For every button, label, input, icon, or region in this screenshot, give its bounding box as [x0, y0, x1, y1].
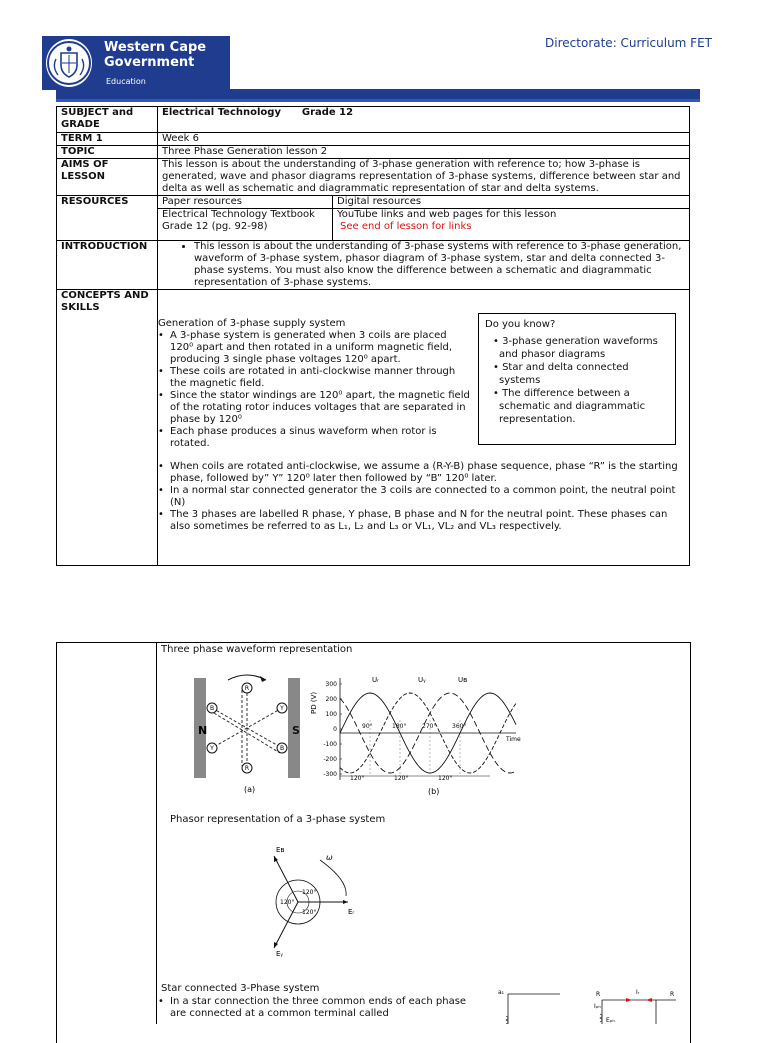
logo-text-line3: Education — [106, 77, 146, 86]
waveform-heading: Three phase waveform representation — [161, 644, 353, 655]
subject-label: SUBJECT and GRADE — [57, 107, 158, 133]
concepts-heading: Generation of 3-phase supply system — [158, 318, 346, 329]
phasor-angle: 120° — [302, 909, 317, 916]
do-you-know-item: • 3-phase generation waveforms and phasor diagrams — [493, 336, 658, 360]
eb-label: Eʙ — [276, 846, 285, 854]
angle-label: 270° — [422, 723, 437, 730]
paper-resources-heading: Paper resources — [158, 196, 333, 209]
term-label: TERM 1 — [57, 133, 158, 146]
phasor-angle: 120° — [302, 889, 317, 896]
y-tick-label: -300 — [323, 771, 337, 778]
star-iph-label: Iₚₕ — [594, 1003, 601, 1010]
phasor-heading: Phasor representation of a 3-phase system — [170, 814, 386, 825]
angle-label: 180° — [392, 723, 407, 730]
y-tick-label: -200 — [323, 756, 337, 763]
concept-bullet-1: • A 3-phase system is generated when 3 coils are placed 120⁰ apart and then rotated in a uniform magnetic field, producing 3 single phase voltages 120⁰ apart. — [158, 330, 470, 366]
logo-text-line1: Western Cape — [104, 40, 207, 55]
coil-label: Y — [280, 705, 284, 712]
y-tick-label: 100 — [325, 711, 337, 718]
concepts-text-block — [158, 318, 470, 450]
do-you-know-item: • The difference between a schematic and diagrammatic representation. — [493, 388, 646, 425]
concepts-wide-block — [158, 461, 688, 533]
figure-a-label: (a) — [244, 785, 256, 794]
concept-bullet-4: • Each phase produces a sinus waveform when rotor is rotated. — [158, 426, 470, 450]
figure-b-label: (b) — [428, 787, 440, 796]
rotation-arrow — [228, 675, 266, 680]
introduction-text: • This lesson is about the understanding of 3-phase systems with reference to 3-phase generation, waveform of 3-phase system, phasor diagram of 3-phase system, star and delta connected 3-phase systems. You must also know the difference between a schematic and diagrammatic representation of 3-phase systems. — [194, 241, 685, 289]
coil-label: B — [209, 705, 215, 712]
y-tick-label: -100 — [323, 741, 337, 748]
links-note: See end of lesson for links — [340, 221, 472, 232]
digital-resources-cell — [333, 209, 690, 241]
star-heading: Star connected 3-Phase system — [161, 983, 320, 994]
page2-column-divider — [156, 642, 157, 1024]
spacing-label: 120° — [350, 775, 365, 782]
series-label: Uᵧ — [418, 676, 426, 684]
star-r-right: R — [670, 991, 675, 998]
y-tick-label: 200 — [325, 696, 337, 703]
ey-label: Eᵧ — [276, 950, 284, 958]
do-you-know-item: • Star and delta connected systems — [493, 362, 629, 386]
star-connection-figure — [494, 984, 680, 1024]
topic-label: TOPIC — [57, 146, 158, 159]
omega-label: ω — [326, 853, 333, 862]
subject-value: Electrical Technology Grade 12 — [158, 107, 690, 133]
aims-value: This lesson is about the understanding of 3-phase generation with reference to; how 3-phase is generated, wave and phasor diagrams representation of 3-phase systems, difference between star and delta as well as schematic and diagrammatic representation of star and delta systems. — [158, 159, 690, 196]
coil-windings — [209, 688, 285, 768]
star-bullet-1: • In a star connection the three common ends of each phase are connected at a common terminal called — [158, 996, 470, 1020]
concept-bullet-7: • The 3 phases are labelled R phase, Y phase, B phase and N for the neutral point. These phases can also sometimes be referred to as L₁, L₂ and L₃ or VL₁, VL₂ and VL₃ respectively. — [158, 509, 688, 533]
introduction-label: INTRODUCTION — [57, 241, 158, 290]
omega-arrow — [320, 860, 346, 896]
logo-text-line2: Government — [104, 55, 195, 70]
waveform-chart — [310, 672, 528, 798]
generator-figure — [188, 668, 308, 796]
waveform-xlabel: Time — [506, 736, 521, 743]
coil-label: B — [279, 745, 285, 752]
spacing-label: 120° — [394, 775, 409, 782]
digital-resources-value: YouTube links and web pages for this lesson — [337, 209, 557, 220]
paper-resources-value: Electrical Technology Textbook Grade 12 (pg. 92-98) — [158, 209, 333, 241]
resources-label: RESOURCES — [57, 196, 158, 241]
waveform-ylabel: PD (V) — [310, 691, 318, 714]
concept-bullet-2: • These coils are rotated in anti-clockwise manner through the magnetic field. — [158, 366, 470, 390]
phasor-diagram — [262, 840, 372, 958]
concept-bullet-6: • In a normal star connected generator the 3 coils are connected to a common point, the neutral point (N) — [158, 485, 688, 509]
term-value: Week 6 — [158, 133, 690, 146]
western-cape-logo — [42, 36, 230, 90]
header-stripe-accent — [56, 99, 700, 102]
do-you-know-title: Do you know? — [485, 319, 556, 330]
introduction-cell — [158, 241, 690, 290]
star-a-label: a₁ — [498, 989, 505, 996]
star-r-left: R — [596, 991, 601, 998]
series-label: Uᵣ — [372, 676, 379, 684]
coil-label: R — [244, 685, 250, 692]
aims-label: AIMS OF LESSON — [57, 159, 158, 196]
angle-label: 360° — [452, 723, 467, 730]
star-eph-label: Eₚₕ — [606, 1017, 615, 1024]
concept-bullet-5: • When coils are rotated anti-clockwise, we assume a (R-Y-B) phase sequence, phase “R” is the starting phase, followed by” Y” 120⁰ later then followed by “B” 120⁰ later. — [158, 461, 688, 485]
er-label: Eᵣ — [348, 908, 355, 916]
concept-bullet-3: • Since the stator windings are 120⁰ apart, the magnetic field of the rotating rotor induces voltages that are separated in phase by 120⁰ — [158, 390, 470, 426]
do-you-know-box — [478, 313, 676, 445]
digital-resources-heading: Digital resources — [333, 196, 690, 209]
y-tick-label: 300 — [325, 681, 337, 688]
series-label: Uʙ — [458, 676, 468, 684]
star-ir-label: Iᵣ — [636, 989, 640, 996]
phasor-angle: 120° — [280, 899, 295, 906]
coil-label: R — [244, 765, 250, 772]
y-tick-label: 0 — [333, 726, 337, 733]
header-stripe — [56, 89, 700, 99]
directorate-title: Directorate: Curriculum FET — [545, 36, 712, 50]
concepts-label: CONCEPTS AND SKILLS — [57, 290, 158, 566]
spacing-label: 120° — [438, 775, 453, 782]
pole-n-label: N — [198, 724, 208, 737]
pole-s-label: S — [292, 724, 300, 737]
phasor-ey — [274, 902, 298, 948]
coil-label: Y — [210, 745, 214, 752]
coat-of-arms-icon — [46, 39, 92, 87]
topic-value: Three Phase Generation lesson 2 — [158, 146, 690, 159]
angle-label: 90° — [362, 723, 373, 730]
phasor-eb — [274, 856, 298, 902]
